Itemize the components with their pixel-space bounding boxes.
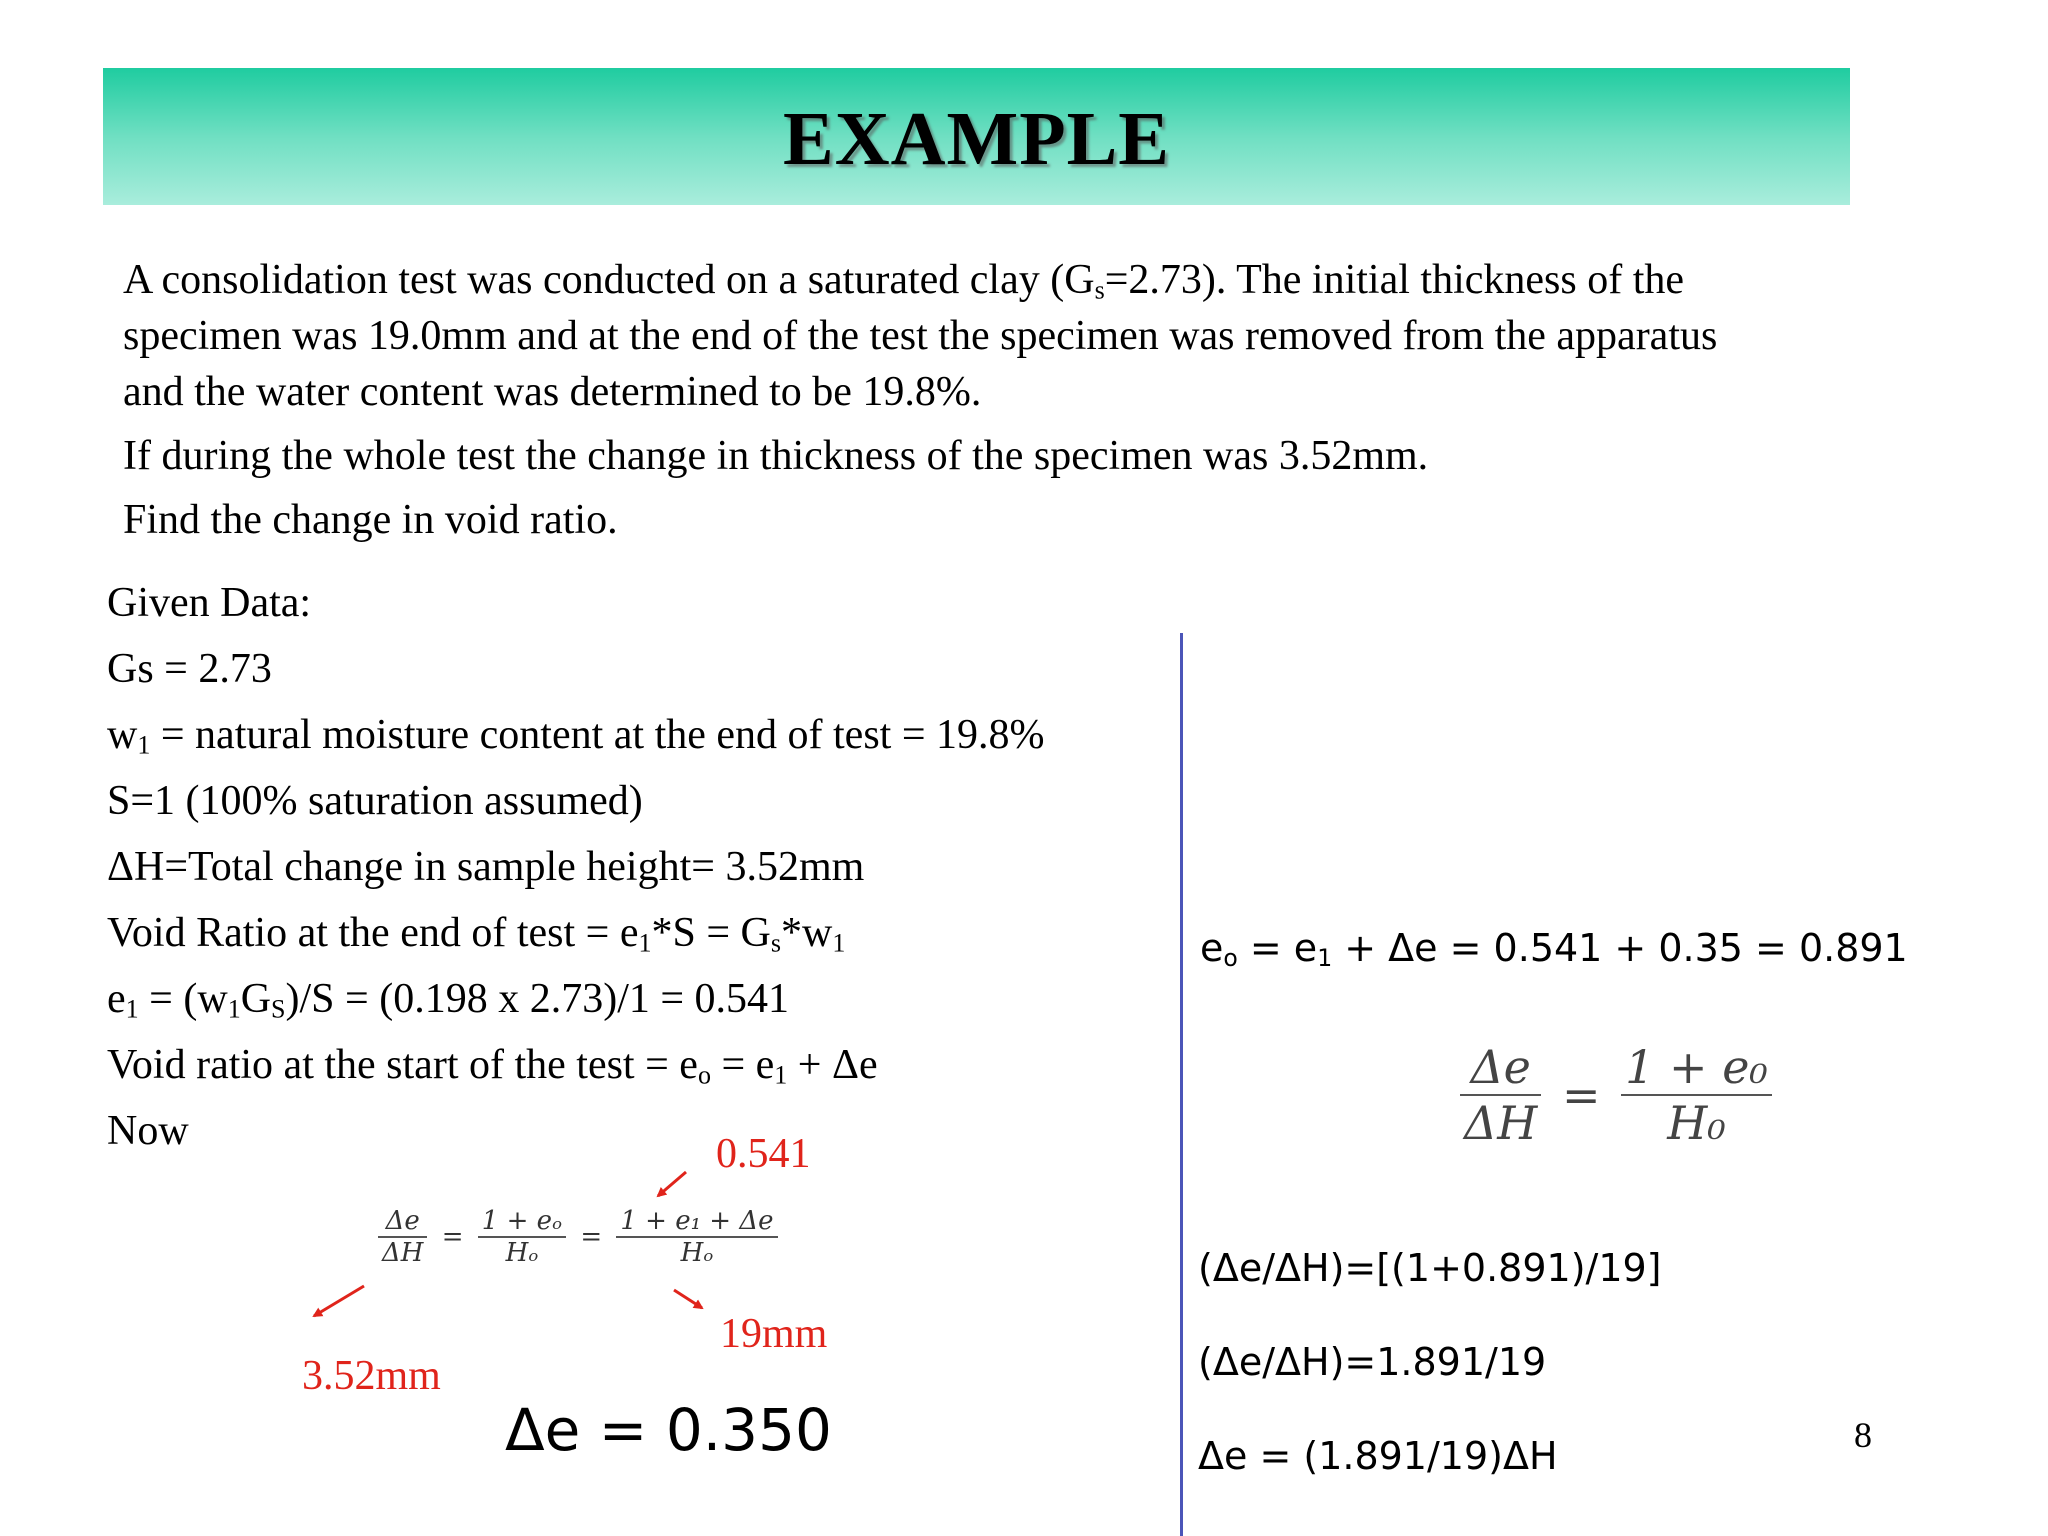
given-delta-h: ΔH=Total change in sample height= 3.52mm xyxy=(107,844,865,890)
annotation-h0-value: 19mm xyxy=(720,1311,828,1357)
page-number: 8 xyxy=(1854,1415,1872,1455)
arrow-to-dh xyxy=(314,1286,364,1316)
step-2: (Δe/ΔH)=1.891/19 xyxy=(1198,1340,1547,1384)
given-now: Now xyxy=(107,1108,189,1154)
annotation-dh-value: 3.52mm xyxy=(302,1353,441,1399)
slide-title: EXAMPLE xyxy=(783,97,1170,181)
fraction-de-dh: $\frac{\Delta e}{\Delta H}$ xyxy=(378,1206,427,1268)
step-3: Δe = (1.891/19)ΔH xyxy=(1198,1434,1558,1478)
given-saturation: S=1 (100% saturation assumed) xyxy=(107,778,643,824)
small-equation: $\frac{\Delta e}{\Delta H}$ = $\frac{\text{1 + eₒ}}{\text{Hₒ}}$ = $\frac{\text{1 + e₁ + Δe}}{\text{Hₒ}}$ xyxy=(378,1206,778,1268)
given-gs: Gs = 2.73 xyxy=(107,646,272,692)
given-heading: Given Data: xyxy=(107,580,312,626)
given-w1: $w_1$ = natural moisture content at the end of test = 19.8% xyxy=(107,712,1045,760)
fraction-1-plus-eo: $\frac{\text{1 + eₒ}}{\text{Hₒ}}$ xyxy=(478,1206,566,1268)
problem-line-1: A consolidation test was conducted on a saturated clay $(G_s=2.73)$. The initial thickness of the xyxy=(123,257,1685,305)
step-1: (Δe/ΔH)=[(1+0.891)/19] xyxy=(1198,1246,1662,1290)
column-divider xyxy=(1180,633,1183,1536)
arrow-to-h0 xyxy=(674,1290,702,1308)
result-delta-e: Δe = 0.350 xyxy=(505,1396,832,1464)
problem-line-2: specimen was 19.0mm and at the end of the test the specimen was removed from the apparatus xyxy=(123,313,1718,359)
fraction-1-plus-e1-plus-de: $\frac{\text{1 + e₁ + Δe}}{\text{Hₒ}}$ xyxy=(616,1206,777,1268)
fraction-big-1-plus-e0: $\frac{\text{1 + e₀}}{\text{H₀}}$ xyxy=(1621,1040,1772,1150)
given-void-ratio-end: Void Ratio at the end of test = $e_1*S = G_s*w_1$ xyxy=(107,910,846,958)
fraction-big-de-dh: $\frac{\Delta e}{\Delta H}$ xyxy=(1460,1040,1541,1150)
given-void-ratio-start: Void ratio at the start of the test = $e_o = e_1 + \Delta e$ xyxy=(107,1042,878,1090)
problem-line-5: Find the change in void ratio. xyxy=(123,497,618,543)
eo-calculation: $e_o = e_1 + \Delta e = 0.541 + 0.35 = 0.891$ xyxy=(1200,926,1908,973)
annotation-e1-value: 0.541 xyxy=(716,1131,811,1177)
problem-line-4: If during the whole test the change in thickness of the specimen was 3.52mm. xyxy=(123,433,1429,479)
big-equation: $\frac{\Delta e}{\Delta H}$ = $\frac{\text{1 + e₀}}{\text{H₀}}$ xyxy=(1460,1040,1772,1150)
given-e1: $e_1 = (w_1G_S)/S = (0.198$ x 2.73)/1 = 0.541 xyxy=(107,976,790,1024)
arrow-to-e1 xyxy=(658,1172,686,1196)
problem-line-3: and the water content was determined to be 19.8%. xyxy=(123,369,982,415)
